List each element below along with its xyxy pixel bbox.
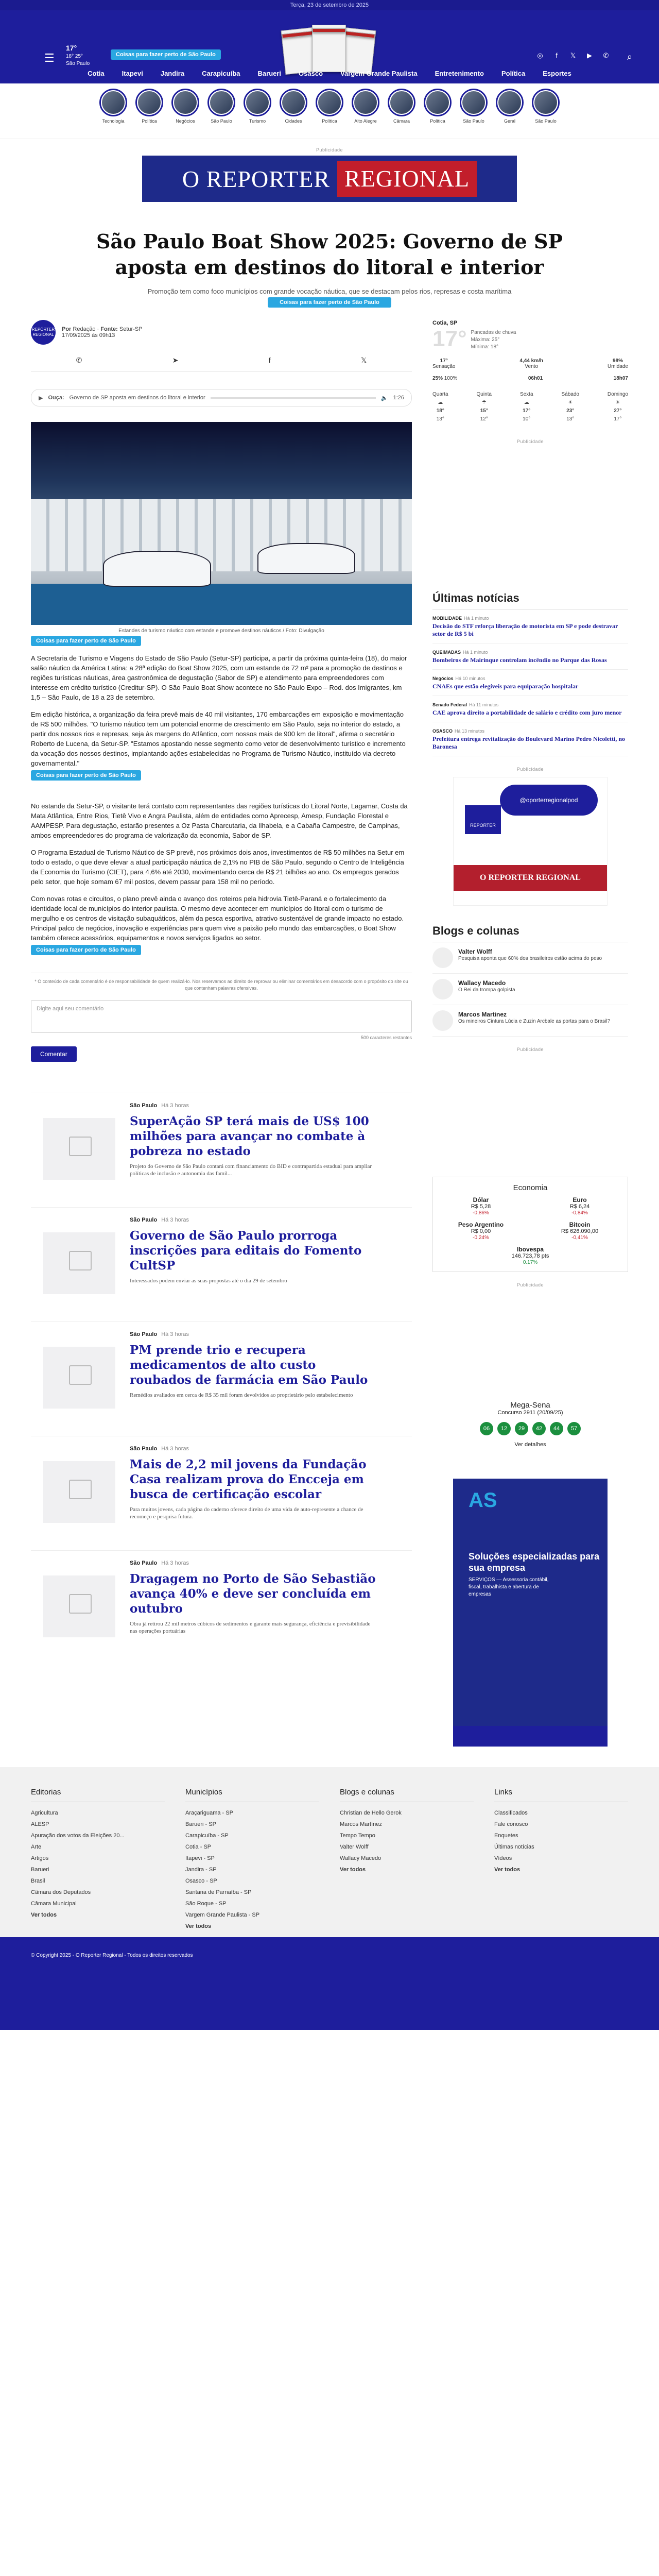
story-item[interactable]: Política (423, 89, 453, 139)
nav-item[interactable]: Carapicuíba (202, 70, 240, 77)
avatar (432, 979, 453, 999)
top-banner-ad[interactable]: O REPORTER REGIONAL (142, 156, 517, 202)
related-item[interactable]: São Paulo Há 3 horas SuperAção SP terá mais de US$ 100 milhões para avançar no combate à pobreza no estado Projeto do Governo de São Paulo contará com financiamento do BID e contrapartida estadual para ampliar políticas de inclusão e autonomia das famíl... (31, 1093, 412, 1207)
facebook-icon[interactable]: f (556, 52, 558, 59)
nav-item[interactable]: Itapevi (122, 70, 143, 77)
paragraph: A Secretaria de Turismo e Viagens do Estado de São Paulo (Setur-SP) participa, a partir da próxima quinta-feira (18), do maior salão náutico da América Latina: a 28ª edição do Boat Show 2025, com um estande de 72 m² para a promoção de destinos e regiões turísticas náuticas, área gastronômica de degustação (Sabor de SP) e atendimento para empreendedores com interesse em crédito turístico (Creditur-SP). O São Paulo Boat Show acontece no São Paulo Expo – Rod. dos Imigrantes, km 1,5 – São Paulo, de 18 a 23 de setembro. (31, 654, 407, 701)
x-icon[interactable]: 𝕏 (570, 52, 576, 59)
economy-widget: Economia Dólar R$ 5,28 -0,86% Euro R$ 6,24 -0,84% Peso Argentino R$ 0,00 -0,24% Bitcoin R$ 626.090,00 -0,41% Ibovespa 146.723,78 pts 0.17% (432, 1177, 628, 1272)
promo-link[interactable]: Coisas para fazer perto de São Paulo (31, 636, 141, 646)
related-title[interactable]: PM prende trio e recupera medicamentos de alto custo roubados de farmácia em São Paulo (130, 1343, 368, 1387)
story-item[interactable]: São Paulo (459, 89, 489, 139)
promo-link[interactable]: Coisas para fazer perto de São Paulo (31, 945, 141, 955)
sidebar: Cotia, SP 17° Pancadas de chuva Máxima: 25° Mínima: 18° 17° Sensação 4,44 km/h Vento 98% Umidade 25% 100% 06h01 18h07 Quarta ☁ 18° 13° Quinta ☂ 15° 12° Sexta ☁ 17° 10° Sábado ☀ 23° 13° Domingo ☀ 27° 17° Publicidade Últimas notícias MOBILIDADE Há 1 minuto Decisão do STF reforça liberação de motorista em SP e pode destravar setor de R$ 5 bi QUEIMADAS Há 1 minuto Bombeiros de Mairinque controlam incêndio no Parque das Rosas Negócios Há 10 minutos CNAEs que estão elegíveis para equiparação hospitalar Senado Federal Há 11 minutos CAE aprova direito a portabilidade de salário e crédito com juro menor OSASCO Há 13 minutos Prefeitura entrega revitalização do Boulevard Marino Pedro Nicoletti, no Baronesa Publicidade REPORTER @oporterregionalpod O REPORTER REGIONAL Blogs e colunas Valter Wolff Pesquisa aponta que 60% dos brasileiros estão acima do peso Wallacy Macedo O Rei da trompa golpista Marcos Martinez Os mineiros Cintura Lúcia e Zuzin Arcbale as portas para o Brasil? Publicidade Economia Dólar R$ 5,28 -0,86% Euro R$ 6,24 -0,84% Peso Argentino R$ 0,00 -0,24% Bitcoin R$ 626.090,00 -0,41% Ibovespa 146.723,78 pts 0.17% Publicidade Mega-Sena Concurso 2911 (20/09/25) 06 12 29 42 44 57 Ver detalhes AS Soluções especializadas para sua empresa SERVIÇOS — Assessoria contábil, fiscal, trabalhista e abertura de empresas (432, 320, 628, 1747)
latest-news-item[interactable]: QUEIMADAS Há 1 minuto Bombeiros de Mairinque controlam incêndio no Parque das Rosas (432, 643, 628, 670)
photo-caption: Estandes de turismo náutico com estande e promove destinos náuticos / Foto: Divulgação (118, 628, 324, 634)
site-footer: Editorias Agricultura ALESP Apuração dos votos da Eleições 20... Arte Artigos Barueri Brasil Câmara dos Deputados Câmara Municipal Ver todos Municípios Araçariguama - SP Barueri - SP Carapicuíba - SP Cotia - SP Itapevi - SP Jandira - SP Osasco - SP Santana de Parnaíba - SP São Roque - SP Vargem Grande Paulista - SP Ver todos Blogs e colunas Christian de Hello Gerok Marcos Martínez Tempo Tempo Valter Wolff Wallacy Macedo Ver todos Links Classificados Fale conosco Enquetes Últimas notícias Vídeos Ver todos (0, 1767, 659, 1937)
story-item[interactable]: Geral (495, 89, 525, 139)
related-title[interactable]: SuperAção SP terá mais de US$ 100 milhões para avançar no combate à pobreza no estado (130, 1114, 369, 1158)
facebook-share-icon[interactable]: f (268, 356, 271, 364)
paragraph: Em edição histórica, a organização da feira prevê mais de 40 mil visitantes, 170 embarcações em exposição e movimentação de R$ 500 milhões. "O turismo náutico tem um potencial enorme de crescimento em São Paulo, seja no interior do estado, a partir dos nossos rios e represas, seja às margens do Atlântico, com nossos mais de 900 km de litoral", afirma o secretário Roberto de Lucena, da Setur-SP. "Estamos apostando nesse segmento como vetor de desenvolvimento turístico e incremento da vocação dos nossos destinos, implantando ações estabelecidas no Programa de Turismo Náutico, instituído via decreto governamental." (31, 710, 406, 767)
youtube-icon[interactable]: ▶ (587, 52, 592, 59)
lottery-ball: 06 (480, 1422, 493, 1435)
story-item[interactable]: Negócios (170, 89, 200, 139)
lottery-ball: 42 (532, 1422, 546, 1435)
weather-city: Cotia, SP (432, 320, 458, 326)
avatar (432, 1010, 453, 1031)
source-name: Setur-SP (119, 326, 143, 332)
lottery-ball: 29 (515, 1422, 528, 1435)
story-item[interactable]: Turismo (242, 89, 272, 139)
image-placeholder-icon (43, 1347, 115, 1409)
header-weather-temp: 17° (66, 44, 77, 52)
nav-item[interactable]: Esportes (543, 70, 571, 77)
blog-item[interactable]: Valter Wolff Pesquisa aponta que 60% dos brasileiros estão acima do peso (432, 942, 628, 974)
copyright-bar: © Copyright 2025 - O Reporter Regional - Todos os direitos reservados (0, 1937, 659, 2030)
comment-button[interactable]: Comentar (31, 1046, 77, 1062)
ad-label: Publicidade (316, 147, 343, 152)
image-placeholder-icon (43, 1232, 115, 1294)
image-placeholder-icon (43, 1575, 115, 1637)
nav-item[interactable]: Entretenimento (435, 70, 484, 77)
related-item[interactable]: São Paulo Há 3 horas PM prende trio e recupera medicamentos de alto custo roubados de farmácia em São Paulo Remédios avaliados em cerca de R$ 35 mil foram devolvidos ao proprietário pelo estabelecimento (31, 1321, 412, 1436)
related-item[interactable]: São Paulo Há 3 horas Mais de 2,2 mil jovens da Fundação Casa realizam prova do Encceja em busca de certificação escolar Para muitos jovens, cada página do caderno oferece direito de uma vida de auto-represente a chance de recomeço e pesquisa futura. (31, 1436, 412, 1550)
image-placeholder-icon (43, 1118, 115, 1180)
comment-input[interactable]: Digite aqui seu comentário (31, 1000, 412, 1033)
publisher-logo: REPÓRTER REGIONAL (31, 320, 56, 345)
social-links (536, 52, 610, 60)
article-title: São Paulo Boat Show 2025: Governo de SP aposta em destinos do litoral e interior (96, 230, 563, 279)
player-time: 1:26 (393, 395, 404, 401)
lottery-widget: Mega-Sena Concurso 2911 (20/09/25) 06 12 29 42 44 57 Ver detalhes (432, 1401, 628, 1448)
menu-icon[interactable]: ☰ (44, 52, 55, 64)
blog-item[interactable]: Wallacy Macedo O Rei da trompa golpista (432, 974, 628, 1005)
player-progress[interactable] (211, 397, 376, 399)
lottery-ball: 57 (567, 1422, 581, 1435)
telegram-share-icon[interactable]: ➤ (172, 356, 179, 364)
related-title[interactable]: Dragagem no Porto de São Sebastião avança 40% e deve ser concluída em outubro (130, 1572, 376, 1616)
player-title: Governo de SP aposta em destinos do litoral e interior (69, 395, 205, 401)
article-subtitle: Promoção tem como foco municípios com grande vocação náutica, que se destacam pelos rios, represas e costa marítima (147, 287, 512, 295)
avatar (432, 947, 453, 968)
publish-date: 17/09/2025 às 09h13 (62, 332, 115, 338)
site-header (0, 10, 659, 83)
promo-link-header[interactable]: Coisas para fazer perto de São Paulo (111, 49, 221, 60)
search-icon[interactable]: ⌕ (627, 52, 632, 62)
main-nav (0, 64, 659, 83)
promo-link[interactable]: Coisas para fazer perto de São Paulo (268, 297, 391, 308)
article-main (31, 320, 412, 1747)
latest-news-item[interactable]: Negócios Há 10 minutos CNAEs que estão elegíveis para equiparação hospitalar (432, 670, 628, 696)
play-icon[interactable]: ▶ (39, 395, 43, 401)
paragraph: Com novas rotas e circuitos, o plano prevê ainda o avanço dos roteiros pela hidrovia Tietê-Paraná e o fortalecimento da identidade local de municípios do interior paulista. O mesmo deve acontecer em municípios do litoral com o turismo de mergulho e os centros de visitação subaquáticos, além da pesca esportiva, atrativo sustentável de grande impacto no estado. Principal palco de negócios, inovação e experiências para quem vive a paixão pelo mundo das embarcações, o Boat Show também oferece acessórios, equipamentos e novos serviços ligados ao setor. (31, 895, 404, 942)
image-placeholder-icon (43, 1461, 115, 1523)
story-item[interactable]: Alto Alegre (351, 89, 380, 139)
x-share-icon[interactable]: 𝕏 (361, 356, 367, 364)
related-item[interactable]: São Paulo Há 3 horas Dragagem no Porto de São Sebastião avança 40% e deve ser concluída em outubro Obra já retirou 22 mil metros cúbicos de sedimentos e garante mais segurança, eficiência e previsibilidade nas operações portuárias (31, 1550, 412, 1665)
volume-icon[interactable]: 🔈 (380, 395, 388, 401)
author-name: Redação (73, 326, 96, 332)
nav-item[interactable]: Barueri (257, 70, 282, 77)
whatsapp-icon[interactable]: ✆ (603, 52, 609, 59)
promo-link[interactable]: Coisas para fazer perto de São Paulo (31, 770, 141, 781)
top-date: Terça, 23 de setembro de 2025 (0, 0, 659, 10)
weather-temp: 17° (432, 326, 467, 351)
blog-item[interactable]: Marcos Martinez Os mineiros Cintura Lúcia e Zuzin Arcbale as portas para o Brasil? (432, 1005, 628, 1037)
whatsapp-share-icon[interactable]: ✆ (76, 356, 82, 364)
story-item[interactable]: Tecnologia (98, 89, 128, 139)
lottery-ball: 12 (497, 1422, 511, 1435)
weather-desc: Pancadas de chuva Máxima: 25° Mínima: 18° (471, 330, 516, 350)
story-item[interactable]: São Paulo (206, 89, 236, 139)
nav-item[interactable]: Cotia (88, 70, 105, 77)
header-weather-range: 18° 25° (66, 54, 83, 59)
comment-disclaimer: * O conteúdo de cada comentário é de responsabilidade de quem realizá-lo. Nos reservamos ao direito de reprovar ou eliminar comentários em desacordo com o propósito do site ou que contenham palavras ofensivas. (31, 973, 412, 992)
audio-player[interactable]: ▶ Ouça: Governo de SP aposta em destinos do litoral e interior 🔈 1:26 (31, 389, 412, 406)
story-item[interactable]: Cidades (279, 89, 308, 139)
header-weather-city: São Paulo (66, 61, 90, 66)
nav-item[interactable]: Vargem Grande Paulista (340, 70, 418, 77)
stories-bar (0, 83, 659, 139)
nav-item[interactable]: Jandira (160, 70, 185, 77)
latest-news-title: Últimas notícias (432, 591, 628, 609)
weather-forecast: Quarta ☁ 18° 13° Quinta ☂ 15° 12° Sexta ☁ 17° 10° Sábado ☀ 23° 13° Domingo ☀ 27° 17° (432, 392, 628, 422)
comment-char-count: 500 caracteres restantes (360, 1035, 412, 1040)
story-item[interactable]: Câmara (387, 89, 417, 139)
story-item[interactable]: Política (315, 89, 344, 139)
related-title[interactable]: Mais de 2,2 mil jovens da Fundação Casa realizam prova do Encceja em busca de certificação escolar (130, 1458, 367, 1501)
paragraph: No estande da Setur-SP, o visitante terá contato com representantes das regiões turísticas do Litoral Norte, Lagamar, Costa da Mata Atlântica, Entre Rios, Tietê Vivo e Angra Paulista, além de entidades como Aprecesp, Amesp, Fundação Florestal e AAMPESP. Para degustação, estarão presentes a Oz Pasta Charcutaria, da Ilhabela, e a Cabaña Campestre, de Campinas, ambos empreendedores do programa de valorização da economia, Sabor de SP. (31, 802, 408, 839)
latest-news-item[interactable]: Senado Federal Há 11 minutos CAE aprova direito a portabilidade de salário e crédito com juro menor (432, 696, 628, 722)
nav-item[interactable]: Osasco (299, 70, 323, 77)
article-body (31, 653, 412, 955)
blogs-title: Blogs e colunas (432, 924, 628, 942)
lottery-ball: 44 (550, 1422, 563, 1435)
instagram-icon[interactable]: ◎ (537, 52, 543, 59)
related-news (31, 1093, 412, 1665)
services-ad[interactable]: AS Soluções especializadas para sua empresa SERVIÇOS — Assessoria contábil, fiscal, trabalhista e abertura de empresas (453, 1479, 608, 1747)
sidebar-ad[interactable]: REPORTER @oporterregionalpod O REPORTER REGIONAL (453, 777, 608, 906)
weather-widget: Cotia, SP 17° Pancadas de chuva Máxima: 25° Mínima: 18° 17° Sensação 4,44 km/h Vento 98% Umidade 25% 100% 06h01 18h07 Quarta ☁ 18° 13° Quinta ☂ 15° 12° Sexta ☁ 17° 10° Sábado ☀ 23° 13° Domingo ☀ 27° 17° (432, 320, 628, 423)
article-photo (31, 422, 412, 625)
story-item[interactable]: São Paulo (531, 89, 561, 139)
share-bar (31, 350, 412, 371)
story-item[interactable]: Política (134, 89, 164, 139)
related-item[interactable]: São Paulo Há 3 horas Governo de São Paulo prorroga inscrições para editais do Fomento CultSP Interessados podem enviar as suas propostas até o dia 29 de setembro (31, 1207, 412, 1321)
nav-item[interactable]: Política (501, 70, 526, 77)
lottery-details-link[interactable]: Ver detalhes (514, 1442, 546, 1448)
latest-news-item[interactable]: OSASCO Há 13 minutos Prefeitura entrega revitalização do Boulevard Marino Pedro Nicoletti, no Baronesa (432, 722, 628, 756)
latest-news-item[interactable]: MOBILIDADE Há 1 minuto Decisão do STF reforça liberação de motorista em SP e pode destravar setor de R$ 5 bi (432, 609, 628, 643)
author-box: REPÓRTER REGIONAL Por Redação · Fonte: Setur-SP 17/09/2025 às 09h13 (31, 320, 412, 350)
related-title[interactable]: Governo de São Paulo prorroga inscrições para editais do Fomento CultSP (130, 1229, 362, 1273)
paragraph: O Programa Estadual de Turismo Náutico de SP prevê, nos próximos dois anos, investimentos de R$ 50 milhões na Setur em todo o estado, o que deve elevar a atual participação náutica de 2,1% no PIB de São Paulo, segundo o Centro de Inteligência da Economia do Turismo (CIET), para 4,6% até 2030, movimentando cerca de R$ 21 bilhões ao ano. Os empregos gerados pelo setor, que hoje somam 67 mil postos, devem passar para 158 mil no período. (31, 849, 405, 886)
